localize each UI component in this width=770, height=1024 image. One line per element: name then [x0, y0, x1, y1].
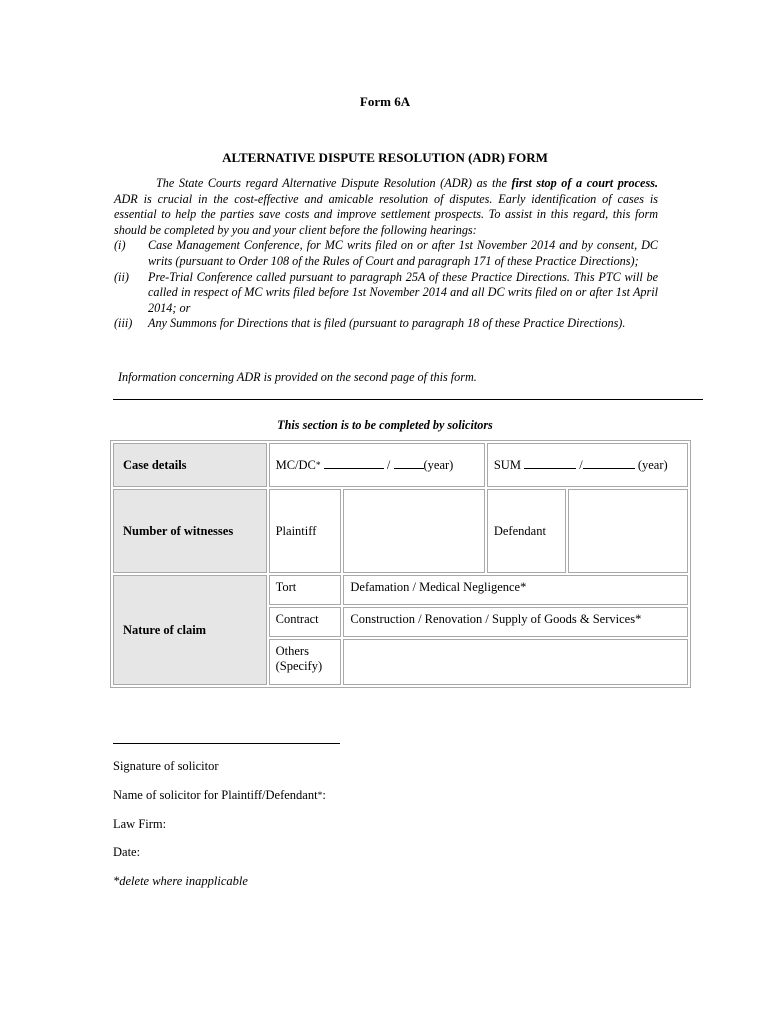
info-line: Information concerning ADR is provided on the second page of this form.	[118, 370, 477, 384]
claim-type: Others (Specify)	[269, 639, 342, 685]
claim-type: Tort	[269, 575, 342, 605]
nature-label: Nature of claim	[113, 575, 267, 685]
claim-description[interactable]: Construction / Renovation / Supply of Goods & Services*	[343, 607, 688, 637]
case-table	[110, 440, 691, 688]
plaintiff-witnesses-input[interactable]	[343, 489, 484, 573]
date-label: Date:	[113, 845, 141, 859]
signature-line[interactable]	[113, 743, 340, 744]
form-number: Form 6A	[359, 94, 411, 109]
defendant-label: Defendant	[487, 489, 566, 573]
sum-year-blank[interactable]	[583, 457, 635, 469]
defendant-witnesses-input[interactable]	[568, 489, 688, 573]
intro-paragraph	[114, 176, 658, 332]
mc-dc-field[interactable]: MC/DC* / (year)	[269, 443, 485, 487]
mc-dc-number-blank[interactable]	[324, 457, 384, 469]
table-row	[113, 575, 688, 605]
list-item: (iii) Any Summons for Directions that is filed (pursuant to paragraph 18 of these Practice Directions).	[114, 316, 626, 331]
footnote: *delete where inapplicable	[113, 874, 248, 888]
claim-type: Contract	[269, 607, 342, 637]
claim-description[interactable]	[343, 639, 688, 685]
mc-dc-year-blank[interactable]	[394, 457, 424, 469]
case-details-label: Case details	[113, 443, 267, 487]
claim-description[interactable]: Defamation / Medical Negligence*	[343, 575, 688, 605]
list-item: (ii) Pre-Trial Conference called pursuant to paragraph 25A of these Practice Directions. This PTC will be called in respect of MC writs filed before 1st November 2014 and all DC writs filed on or after 1st April 2014; or	[114, 269, 658, 315]
form-title: ALTERNATIVE DISPUTE RESOLUTION (ADR) FORM	[222, 150, 548, 165]
law-firm-label: Law Firm:	[113, 817, 167, 831]
sum-field[interactable]: SUM / (year)	[487, 443, 688, 487]
hearings-list	[114, 238, 658, 332]
section-heading: This section is to be completed by solicitors	[277, 418, 493, 432]
sum-number-blank[interactable]	[524, 457, 576, 469]
intro-emphasis: first stop of a court process.	[511, 176, 658, 190]
witnesses-label: Number of witnesses	[113, 489, 267, 573]
table-row	[113, 489, 688, 573]
divider	[113, 399, 703, 400]
table-row	[113, 443, 688, 487]
intro-text-rest: ADR is crucial in the cost-effective and amicable resolution of disputes. Early identification of cases is essential to help the parties save costs and improve settlement prospects. To assist in this regard, this form should be completed by you and your client before the following hearings:	[114, 191, 658, 237]
plaintiff-label: Plaintiff	[269, 489, 342, 573]
intro-text: The State Courts regard Alternative Dispute Resolution (ADR) as the	[156, 176, 512, 190]
list-item: (i) Case Management Conference, for MC writs filed on or after 1st November 2014 and by consent, DC writs (pursuant to Order 108 of the Rules of Court and paragraph 171 of these Practice Directions);	[114, 238, 658, 268]
solicitor-name-label: Name of solicitor for Plaintiff/Defendant*:	[113, 788, 326, 802]
signature-label: Signature of solicitor	[113, 759, 219, 773]
